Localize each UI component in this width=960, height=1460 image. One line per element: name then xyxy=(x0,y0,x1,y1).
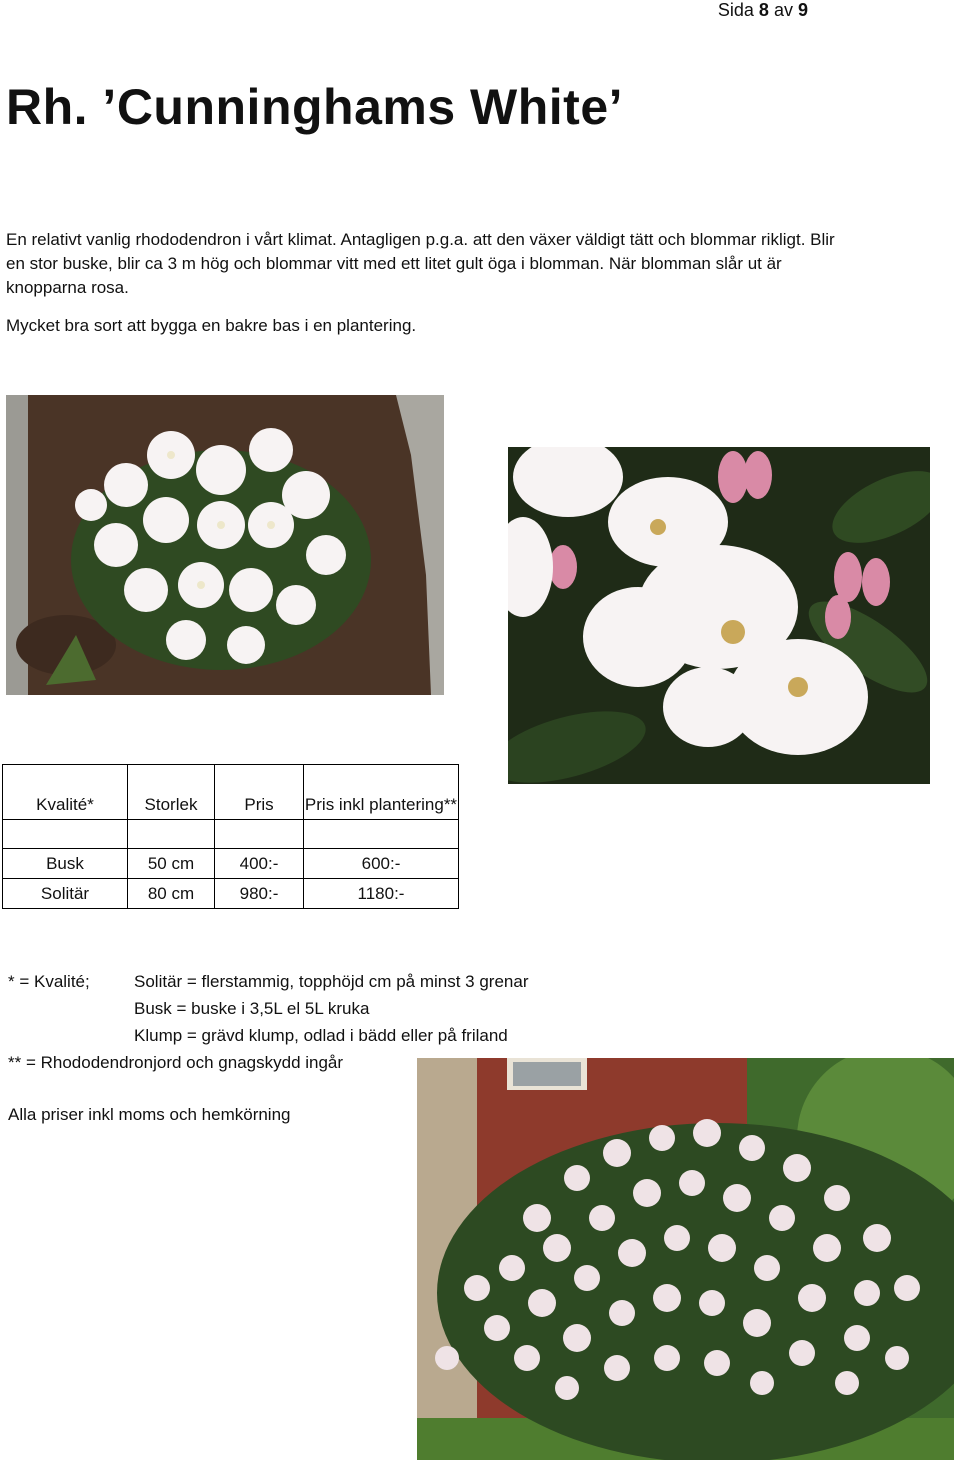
legend-klump: Klump = grävd klump, odlad i bädd eller på friland xyxy=(134,1026,508,1045)
legend xyxy=(8,968,528,1076)
page-title: Rh. ’Cunninghams White’ xyxy=(6,79,624,135)
footer-note: Alla priser inkl moms och hemkörning xyxy=(8,1105,291,1124)
legend-solitar: Solitär = flerstammig, topphöjd cm på minst 3 grenar xyxy=(134,972,529,991)
page-number: Sida 8 av 9 xyxy=(717,0,808,20)
intro-paragraph-2: Mycket bra sort att bygga en bakre bas i en plantering. xyxy=(6,316,417,335)
header-quality: Kvalité* xyxy=(3,765,128,820)
photo-flower-closeup xyxy=(508,447,930,784)
legend-key-quality: * = Kvalité; xyxy=(8,972,90,991)
legend-planting-note: ** = Rhododendronjord och gnagskydd ingår xyxy=(8,1053,344,1072)
table-row xyxy=(3,879,459,909)
photo-bush-in-bed xyxy=(6,395,444,695)
cell-price-incl: 1180:- xyxy=(304,879,459,909)
price-table-header xyxy=(3,765,459,820)
cell-size: 80 cm xyxy=(128,879,215,909)
legend-busk: Busk = buske i 3,5L el 5L kruka xyxy=(134,999,370,1018)
photo-large-shrub-image xyxy=(417,1058,954,1460)
cell-quality: Solitär xyxy=(3,879,128,909)
cell-price-incl: 600:- xyxy=(304,849,459,879)
intro-paragraph: En relativt vanlig rhododendron i vårt klimat. Antagligen p.g.a. att den växer väldigt tätt och blommar rikligt. Blir en stor buske, blir ca 3 m hög och blommar vitt med ett litet gult öga i blomman. När blomman slår ut är knopparna rosa. xyxy=(6,230,835,297)
price-table xyxy=(2,764,459,909)
header-size: Storlek xyxy=(128,765,215,820)
cell-price: 400:- xyxy=(215,849,304,879)
table-row xyxy=(3,849,459,879)
table-empty-row xyxy=(3,820,459,849)
photo-large-shrub xyxy=(417,1058,954,1460)
cell-price: 980:- xyxy=(215,879,304,909)
cell-size: 50 cm xyxy=(128,849,215,879)
photo-flower-closeup-image xyxy=(508,447,930,784)
photo-bush-in-bed-image xyxy=(6,395,444,695)
header-price-incl-planting: Pris inkl plantering** xyxy=(304,765,459,820)
header-price: Pris xyxy=(215,765,304,820)
cell-quality: Busk xyxy=(3,849,128,879)
